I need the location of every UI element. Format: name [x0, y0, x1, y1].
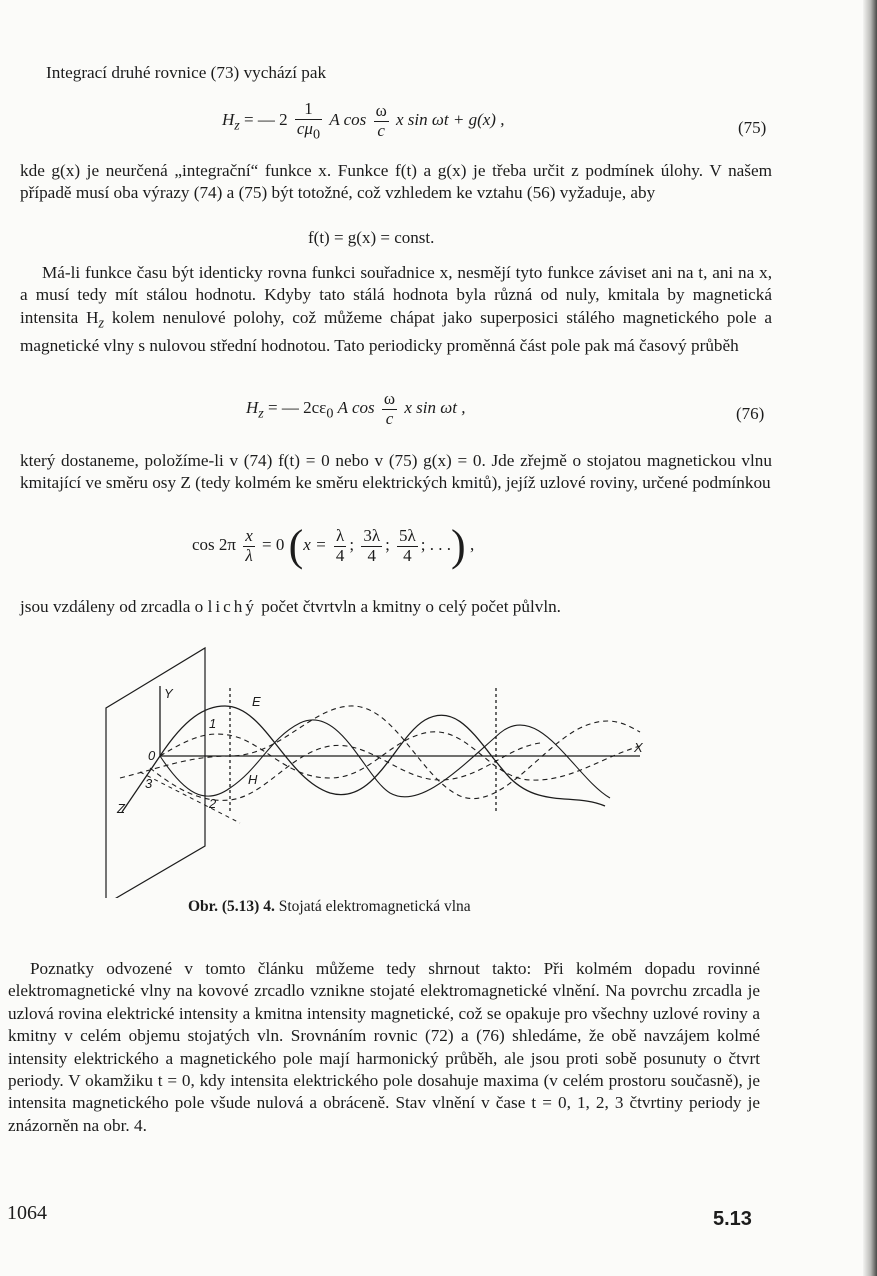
mirror-plane — [106, 648, 205, 898]
label-x: X — [634, 740, 643, 755]
label-3: 3 — [145, 776, 153, 791]
paragraph-2: Má-li funkce času být identicky rovna funkci souřadnice x, nesmějí tyto funkce záviset ani na t, ani na x, a musí tedy mít stálou hodnotu. Kdyby tato stálá hodnota byla různá od nuly, kmitala by magnetická intensita $H_z$ kolem nenulové polohy, což můžeme chápat jako superposici stálého magnetického pole a magnetické vlny s nulovou střední hodnotou. Tato periodicky proměnná část pole pak má časový průběh — [20, 263, 772, 355]
section-number: 5.13 — [713, 1208, 752, 1230]
paragraph-1: kde g(x) je neurčená „integrační“ funkce x. Funkce f(t) a g(x) je třeba určit z podmínek úlohy. V našem případě musí oba výrazy (74) a (75) být totožné, což vzhledem ke vztahu (56) vyžaduje, aby — [20, 161, 772, 203]
e-wave-t3 — [150, 743, 540, 800]
e-wave-t0-neg — [160, 720, 610, 798]
intro-line: Integrací druhé rovnice (73) vychází pak — [46, 63, 327, 82]
equation-75: $H_z$ = — 2 $\frac{1}{c\mu_0}$ A cos $\frac{\omega}{c}$ x sin ωt + g(x) , — [222, 99, 505, 143]
label-2: 2 — [209, 796, 217, 811]
label-y: Y — [164, 686, 173, 701]
paragraph-5: Poznatky odvozené v tomto článku můžeme tedy shrnout takto: Při kolmém dopadu rovinné elektromagnetické vlny na kovové zrcadlo vznikne stojaté elektromagnetické vlnění. Na povrchu zrcadla je uzlová rovina elektrické intensity a kmitna intensity magnetické, což se opakuje pro všechny uzlové roviny a kmitny v celém objemu stojatých vln. Srovnáním rovnic (72) a (76) shledáme, že obě navzájem kolmé intensity elektrického a magnetického pole mají harmonický průběh, ale jsou proti sobě posunuty o čtvrt periody. V okamžiku t = 0, kdy intensita elektrického pole dosahuje maxima (v celém prostoru současně), je intensita magnetického pole všude nulová a obráceně. Stav vlnění v čase t = 0, 1, 2, 3 čtvrtiny periody je znázorněn na obr. 4. — [8, 959, 760, 1135]
label-1: 1 — [209, 716, 217, 731]
paragraph-3: který dostaneme, položíme-li v (74) f(t) = 0 nebo v (75) g(x) = 0. Jde zřejmě o stojatou magnetickou vlnu kmitající ve směru osy Z (tedy kolmém ke směru elektrických kmitů), jejíž uzlové roviny, určené podmínkou — [20, 451, 772, 493]
equation-76: $H_z$ = — $2c\varepsilon_0$ A cos $\frac{\omega}{c}$ x sin ωt , — [246, 389, 466, 428]
label-origin: 0 — [148, 748, 156, 763]
label-z: Z — [117, 801, 125, 816]
figure-caption: Obr. (5.13) 4. Stojatá elektromagnetická vlna — [188, 898, 471, 915]
standing-wave-figure — [0, 628, 877, 898]
page-number: 1064 — [7, 1202, 47, 1224]
paragraph-4: jsou vzdáleny od zrcadla o lichý počet čtvrtvln a kmitny o celý počet půlvln. — [20, 597, 561, 616]
equation-nodes: cos 2π $\frac{x}{\lambda}$ = 0 (x = $\frac{\lambda}{4}$ ; $\frac{3\lambda}{4}$ ; $\frac{5\lambda}{4}$ ; . . .) , — [192, 521, 475, 570]
label-h: H — [248, 772, 258, 787]
z-axis — [122, 756, 160, 812]
equation-75-number: (75) — [738, 118, 767, 137]
label-e: E — [252, 694, 261, 709]
equation-76-number: (76) — [736, 404, 765, 423]
equation-const: f(t) = g(x) = const. — [308, 228, 435, 247]
dashed-diagonal — [140, 772, 240, 823]
